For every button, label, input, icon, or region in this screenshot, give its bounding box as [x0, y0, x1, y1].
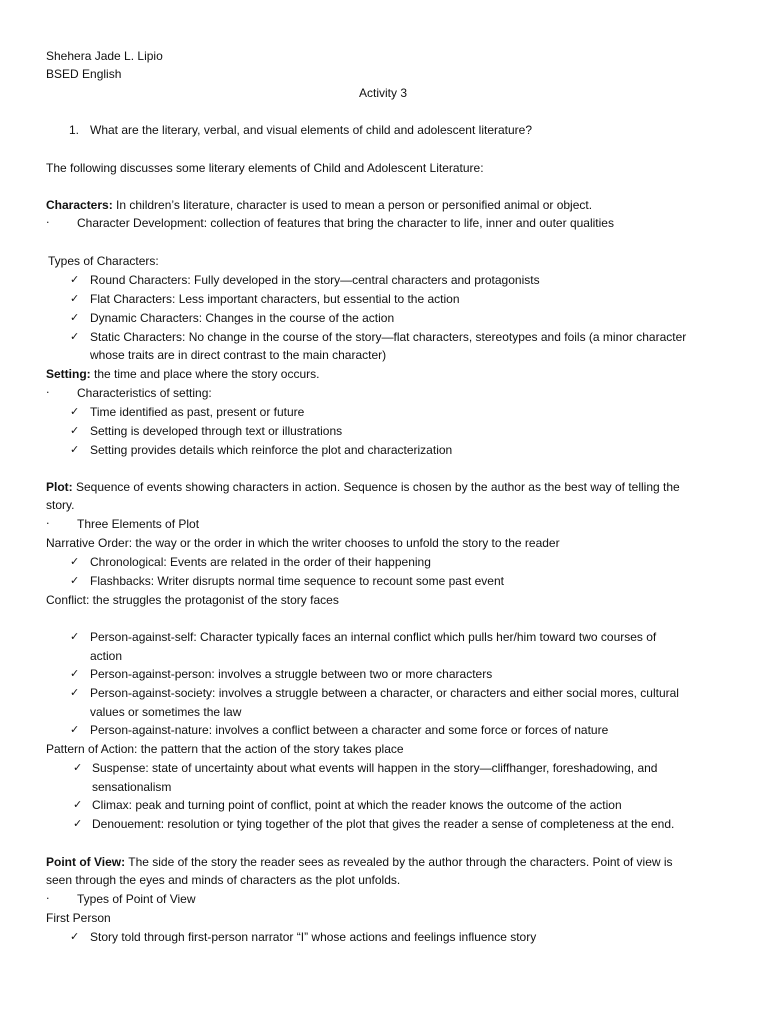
check-icon: ✓	[70, 273, 80, 286]
first-person-heading: First Person	[46, 911, 111, 925]
characters-term: Characters:	[46, 198, 113, 212]
check-icon: ✓	[70, 630, 80, 643]
bullet-icon: ·	[46, 892, 50, 905]
check-icon: ✓	[70, 930, 80, 943]
character-development: Character Development: collection of features that bring the character to life, inner and outer qualities	[77, 216, 614, 230]
list-item: Dynamic Characters: Changes in the course of the action	[90, 311, 395, 325]
list-item: Static Characters: No change in the course of the story—flat characters, stereotypes and foils (a minor character	[90, 330, 687, 344]
list-item-continuation: action	[90, 649, 123, 663]
list-item-continuation: sensationalism	[92, 780, 172, 794]
plot-definition-cont: story.	[46, 498, 75, 512]
check-icon: ✓	[70, 405, 80, 418]
list-item: Round Characters: Fully developed in the story—central characters and protagonists	[90, 273, 540, 287]
setting-characteristics-heading: Characteristics of setting:	[77, 386, 212, 400]
author-name: Shehera Jade L. Lipio	[46, 49, 163, 63]
list-item: Chronological: Events are related in the order of their happening	[90, 555, 431, 569]
check-icon: ✓	[70, 667, 80, 680]
check-icon: ✓	[70, 443, 80, 456]
characters-definition: Characters: In children’s literature, character is used to mean a person or personified animal or object.	[46, 198, 593, 212]
pov-definition-cont: seen through the eyes and minds of characters as the plot unfolds.	[46, 873, 401, 887]
check-icon: ✓	[73, 798, 83, 811]
plot-definition: Plot: Sequence of events showing characters in action. Sequence is chosen by the author as the best way of telling the	[46, 480, 680, 494]
list-item: Suspense: state of uncertainty about what events will happen in the story—cliffhanger, foreshadowing, and	[92, 761, 658, 775]
question-number: 1.	[69, 123, 80, 137]
list-item: Time identified as past, present or future	[90, 405, 305, 419]
list-item-continuation: values or sometimes the law	[90, 705, 242, 719]
list-item: Flat Characters: Less important characters, but essential to the action	[90, 292, 460, 306]
list-item: Person-against-society: involves a struggle between a character, or characters and either social mores, cultural	[90, 686, 679, 700]
list-item: Person-against-nature: involves a conflict between a character and some force or forces of nature	[90, 723, 609, 737]
list-item-continuation: whose traits are in direct contrast to the main character)	[90, 348, 387, 362]
narrative-order: Narrative Order: the way or the order in which the writer chooses to unfold the story to the reader	[46, 536, 560, 550]
bullet-icon: ·	[46, 386, 50, 399]
plot-elements-heading: Three Elements of Plot	[77, 517, 200, 531]
list-item: Denouement: resolution or tying together of the plot that gives the reader a sense of completeness at the end.	[92, 817, 675, 831]
types-of-characters-heading: Types of Characters:	[48, 254, 159, 268]
setting-definition: Setting: the time and place where the story occurs.	[46, 367, 320, 381]
check-icon: ✓	[73, 817, 83, 830]
pov-term: Point of View:	[46, 855, 126, 869]
check-icon: ✓	[70, 686, 80, 699]
author-course: BSED English	[46, 67, 122, 81]
check-icon: ✓	[70, 330, 80, 343]
setting-term: Setting:	[46, 367, 91, 381]
check-icon: ✓	[70, 723, 80, 736]
check-icon: ✓	[70, 292, 80, 305]
pov-definition: Point of View: The side of the story the reader sees as revealed by the author through the characters. Point of view is	[46, 855, 673, 869]
plot-term: Plot:	[46, 480, 73, 494]
list-item: Person-against-self: Character typically faces an internal conflict which pulls her/him toward two courses of	[90, 630, 657, 644]
activity-title: Activity 3	[359, 86, 408, 100]
check-icon: ✓	[73, 761, 83, 774]
list-item: Setting is developed through text or illustrations	[90, 424, 343, 438]
check-icon: ✓	[70, 311, 80, 324]
list-item: Flashbacks: Writer disrupts normal time sequence to recount some past event	[90, 574, 504, 588]
list-item: Story told through first-person narrator “I” whose actions and feelings influence story	[90, 930, 537, 944]
question-text: What are the literary, verbal, and visual elements of child and adolescent literature?	[90, 123, 533, 137]
bullet-icon: ·	[46, 216, 50, 229]
pattern-of-action-heading: Pattern of Action: the pattern that the action of the story takes place	[46, 742, 404, 756]
intro-text: The following discusses some literary elements of Child and Adolescent Literature:	[46, 161, 484, 175]
check-icon: ✓	[70, 574, 80, 587]
list-item: Person-against-person: involves a struggle between two or more characters	[90, 667, 493, 681]
check-icon: ✓	[70, 555, 80, 568]
list-item: Climax: peak and turning point of conflict, point at which the reader knows the outcome of the action	[92, 798, 622, 812]
pov-types-heading: Types of Point of View	[77, 892, 196, 906]
conflict-heading: Conflict: the struggles the protagonist of the story faces	[46, 593, 339, 607]
list-item: Setting provides details which reinforce the plot and characterization	[90, 443, 453, 457]
bullet-icon: ·	[46, 517, 50, 530]
check-icon: ✓	[70, 424, 80, 437]
